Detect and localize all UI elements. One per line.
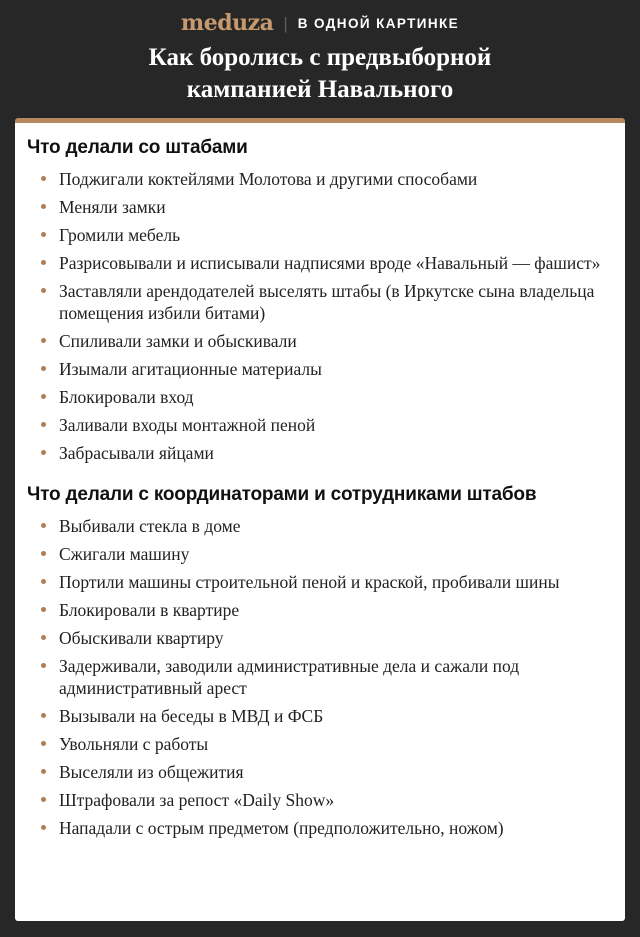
bullet-icon (41, 663, 46, 668)
separator-bar: | (283, 13, 288, 33)
list-item-text: Нападали с острым предметом (предположительно, ножом) (59, 818, 504, 838)
list-item-text: Громили мебель (59, 225, 181, 245)
bullet-icon (41, 204, 46, 209)
bullet-icon (41, 394, 46, 399)
bullet-icon (41, 288, 46, 293)
section-list (27, 515, 611, 839)
list-item (27, 817, 611, 839)
list-item (27, 543, 611, 565)
list-item (27, 168, 611, 190)
bullet-icon (41, 797, 46, 802)
list-item-text: Спиливали замки и обыскивали (59, 331, 297, 351)
list-item (27, 705, 611, 727)
bullet-icon (41, 422, 46, 427)
list-item-text: Выбивали стекла в доме (59, 516, 241, 536)
bullet-icon (41, 260, 46, 265)
list-item-text: Меняли замки (59, 197, 166, 217)
list-item (27, 655, 611, 699)
meduza-logo[interactable]: meduza (180, 10, 274, 36)
list-item (27, 571, 611, 593)
list-item (27, 358, 611, 380)
list-item (27, 599, 611, 621)
list-item (27, 280, 611, 324)
infographic-card (15, 118, 625, 921)
list-item (27, 330, 611, 352)
list-item (27, 515, 611, 537)
list-item (27, 627, 611, 649)
list-item (27, 414, 611, 436)
list-item-text: Сжигали машину (59, 544, 190, 564)
bullet-icon (41, 338, 46, 343)
list-item (27, 789, 611, 811)
list-item (27, 386, 611, 408)
list-item-text: Портили машины строительной пеной и краской, пробивали шины (59, 572, 560, 592)
list-item-text: Штрафовали за репост «Daily Show» (59, 790, 335, 810)
brand-line (0, 11, 640, 35)
list-item-text: Обыскивали квартиру (59, 628, 224, 648)
list-item (27, 196, 611, 218)
list-item (27, 761, 611, 783)
rubric-label: В ОДНОЙ КАРТИНКЕ (297, 16, 460, 32)
bullet-icon (41, 523, 46, 528)
section-heading: Что делали со штабами (27, 137, 248, 158)
bullet-icon (41, 607, 46, 612)
list-item-text: Забрасывали яйцами (59, 443, 214, 463)
bullet-icon (41, 579, 46, 584)
list-item-text: Блокировали в квартире (59, 600, 240, 620)
list-item-text: Заставляли арендодателей выселять штабы (в Иркутске сына владельца помещения избили битами) (59, 281, 595, 323)
sections-container (27, 136, 611, 839)
list-item (27, 733, 611, 755)
bullet-icon (41, 635, 46, 640)
bullet-icon (41, 713, 46, 718)
list-item-text: Поджигали коктейлями Молотова и другими способами (59, 169, 478, 189)
bullet-icon (41, 450, 46, 455)
list-item (27, 442, 611, 464)
header (0, 0, 640, 106)
bullet-icon (41, 769, 46, 774)
list-item-text: Увольняли с работы (59, 734, 209, 754)
list-item-text: Задерживали, заводили административные дела и сажали под административный арест (59, 656, 520, 698)
section-heading: Что делали с координаторами и сотрудниками штабов (27, 484, 537, 505)
bullet-icon (41, 741, 46, 746)
list-item-text: Разрисовывали и исписывали надписями вроде «Навальный — фашист» (59, 253, 601, 273)
list-item-text: Вызывали на беседы в МВД и ФСБ (59, 706, 324, 726)
bullet-icon (41, 232, 46, 237)
list-item-text: Изымали агитационные материалы (59, 359, 322, 379)
list-item-text: Заливали входы монтажной пеной (59, 415, 316, 435)
bullet-icon (41, 176, 46, 181)
list-item-text: Выселяли из общежития (59, 762, 244, 782)
bullet-icon (41, 825, 46, 830)
bullet-icon (41, 551, 46, 556)
list-item (27, 224, 611, 246)
page-title: Как боролись с предвыборной кампанией Навального (148, 44, 492, 103)
list-item-text: Блокировали вход (59, 387, 194, 407)
section-list (27, 168, 611, 464)
list-item (27, 252, 611, 274)
bullet-icon (41, 366, 46, 371)
